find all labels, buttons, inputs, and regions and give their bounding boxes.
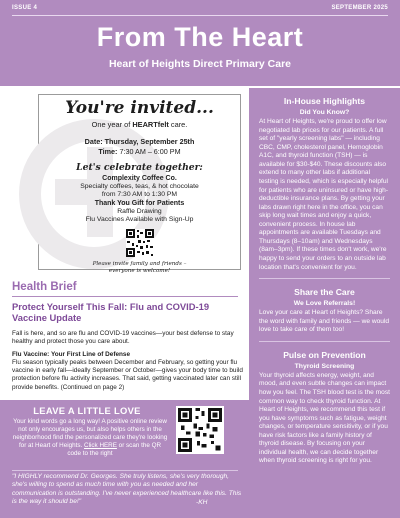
issue-date: SEPTEMBER 2025 bbox=[331, 5, 388, 11]
tagline-brand: HEARTfelt bbox=[132, 120, 169, 129]
qr-code-icon[interactable] bbox=[176, 406, 224, 454]
qr-code-icon[interactable] bbox=[126, 229, 154, 257]
pulse-subheading: Thyroid Screening bbox=[294, 362, 355, 370]
testimonial-quote: "I HIGHLY recommend Dr. Georges. She truly listens, she's very thorough, she's willing to spend as much time with you as needed and her communication is outstanding. I've never experienced healthcare like this. This is the way it should be!" bbox=[12, 473, 242, 506]
tagline-suffix: care. bbox=[168, 120, 188, 129]
celebrate-heading: Let's celebrate together: bbox=[76, 162, 203, 173]
invitation-card bbox=[38, 94, 241, 274]
invitation-heading: You're invited... bbox=[65, 98, 214, 118]
article-body: Flu season typically peaks between December and February, so getting your flu vaccine in early fall—ideally September or October—gives your body time to build protection before flu activity increases. That said, getting vaccinated later can still provide benefits. (Continued on page 2) bbox=[12, 359, 243, 391]
event-item-raffle: Raffle Drawing bbox=[117, 208, 162, 215]
review-heading: LEAVE A LITTLE LOVE bbox=[33, 405, 141, 416]
masthead-divider bbox=[12, 15, 388, 16]
share-heading: Share the Care bbox=[294, 287, 355, 298]
review-link-suffix: or scan the QR code to the right bbox=[67, 441, 162, 457]
newsletter-title: From The Heart bbox=[96, 22, 304, 52]
event-time bbox=[39, 147, 240, 156]
health-brief-divider bbox=[12, 296, 238, 297]
pulse-heading: Pulse on Prevention bbox=[283, 349, 366, 360]
invitation-note-line2: everyone is welcome! bbox=[108, 267, 171, 274]
event-item-vaccines: Flu Vaccines Available with Sign-Up bbox=[85, 216, 194, 223]
event-time-label: Time: bbox=[98, 147, 118, 156]
event-item-coffee-hours: from 7:30 AM to 1:30 PM bbox=[101, 191, 178, 198]
testimonial-author: -KH bbox=[196, 499, 208, 506]
event-time-value: 7:30 AM – 6:00 PM bbox=[117, 147, 181, 156]
invitation-tagline bbox=[39, 120, 240, 129]
sidebar-divider bbox=[259, 278, 390, 279]
event-item-drinks: Specialty coffees, teas, & hot chocolate bbox=[80, 183, 199, 190]
review-text bbox=[12, 418, 168, 458]
review-body: Your kind words go a long way! A positive online review not only encourages us, but also helps others in the neighborhood find the personalized care they're looking for at Heart of Heights. bbox=[12, 418, 168, 449]
share-subheading: We Love Referrals! bbox=[293, 300, 356, 308]
inhouse-text: At Heart of Heights, we're proud to offer low negotiated lab prices for our patients. A full set of "yearly screening labs" — including CBC, CMP, cholesterol panel, Hemoglobin A1C, and thyroid function (TSH) — is available for $30-$40. These discounts also extend to many other labs if additional testing is needed, which is especially helpful for patients who are uninsured or have high-deductible insurance plans. By getting your labs drawn right here in the office, you can skip long wait times and enjoy a quick, convenient process. In house lab appointments are available Tuesdays and Thursdays (8–10am) and Wednesdays (8am–3pm). If these times don't work, we're happy to send your orders to an outside lab location that's convenient for you. bbox=[259, 118, 389, 271]
share-text: Love your care at Heart of Heights? Share the word with family and friends — we would love to take care of them too! bbox=[259, 309, 390, 334]
article-subheading: Flu Vaccine: Your First Line of Defense bbox=[12, 351, 131, 358]
invitation-note bbox=[39, 261, 240, 275]
article-intro: Fall is here, and so are flu and COVID-19 vaccines—your best defense to stay healthy and protect those you care about. bbox=[12, 330, 234, 346]
article-title: Protect Yourself This Fall: Flu and COVID-19 Vaccine Update bbox=[12, 301, 210, 324]
issue-number: ISSUE 4 bbox=[12, 5, 38, 11]
newsletter-subtitle: Heart of Heights Direct Primary Care bbox=[108, 58, 292, 70]
invitation-note-line1: Please invite family and friends – bbox=[92, 261, 187, 267]
event-date: Date: Thursday, September 25th bbox=[84, 137, 195, 146]
sidebar bbox=[249, 88, 400, 518]
pulse-text: Your thyroid affects energy, weight, and mood, and even subtle changes can impact how you feel. The TSH blood test is the most common way to check thyroid function. At Heart of Heights, we recommend this test if you have symptoms such as fatigue, weight changes, or temperature sensitivity, or if you have risk factors like a family history of thyroid disease. By focusing on your individual health, we can decide together when thyroid screening is right for you. bbox=[259, 371, 390, 465]
review-link[interactable]: Click HERE bbox=[84, 441, 117, 449]
sidebar-divider bbox=[259, 341, 390, 342]
inhouse-heading: In-House Highlights bbox=[283, 96, 366, 106]
inhouse-subheading: Did You Know? bbox=[299, 109, 350, 116]
tagline-prefix: One year of bbox=[91, 120, 133, 129]
event-item-coffee: Complexity Coffee Co. bbox=[102, 175, 177, 182]
review-section bbox=[0, 400, 249, 518]
masthead bbox=[0, 0, 400, 86]
review-divider bbox=[12, 470, 238, 471]
event-item-gift: Thank You Gift for Patients bbox=[94, 200, 185, 207]
health-brief-heading: Health Brief bbox=[12, 281, 77, 293]
